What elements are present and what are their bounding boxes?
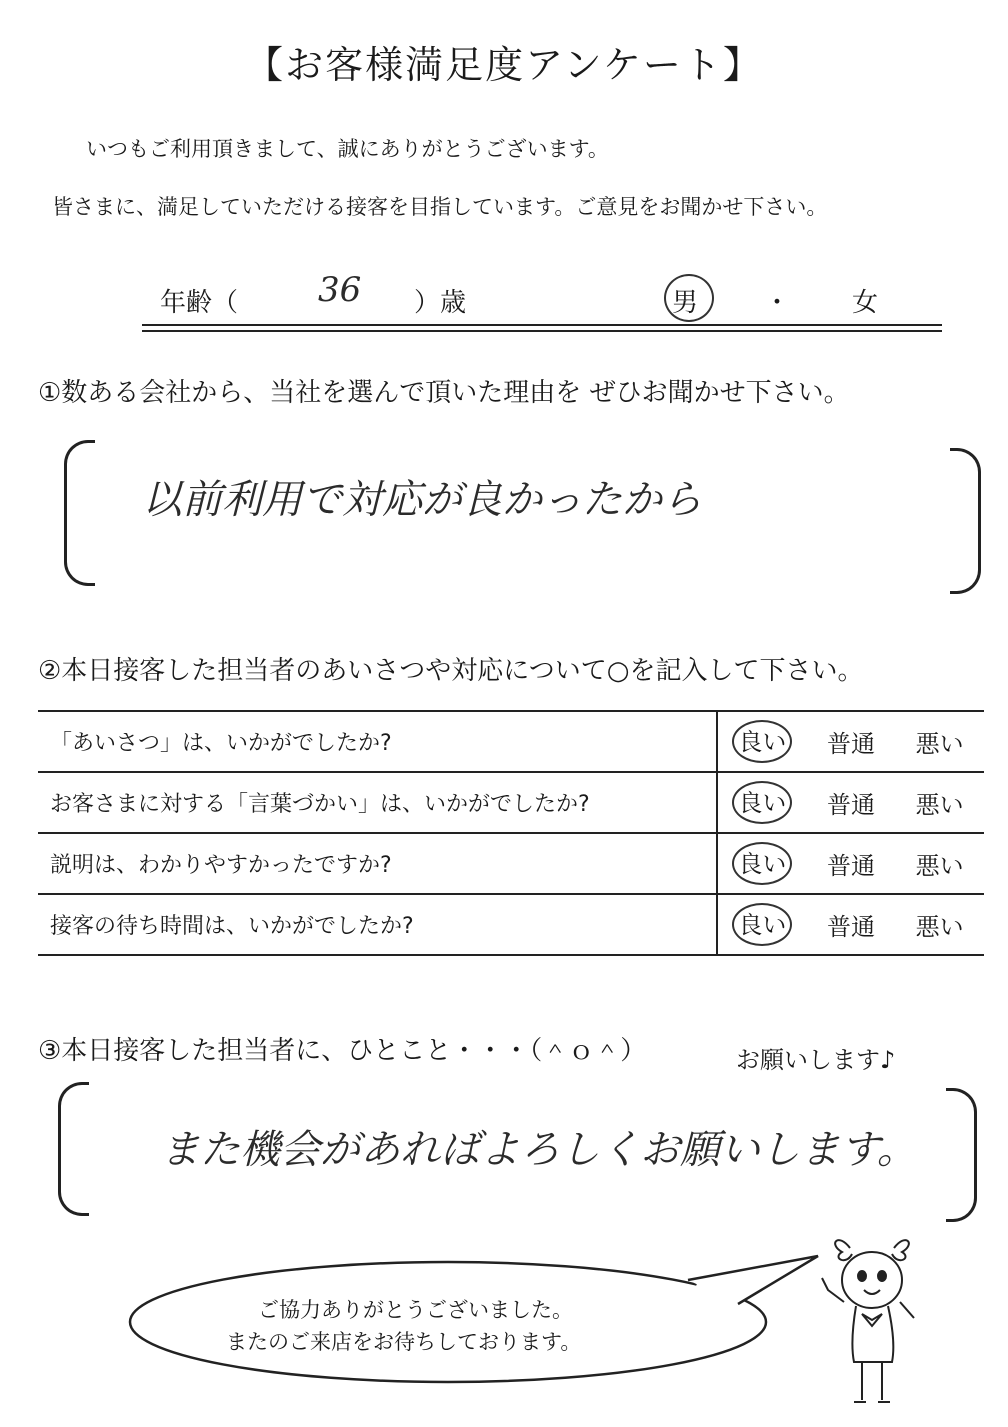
rating-option-average[interactable]: 普通 bbox=[826, 913, 875, 941]
q2-heading: ②本日接客した担当者のあいさつや対応について○を記入して下さい。 bbox=[38, 656, 864, 686]
rating-option-good[interactable]: 良い bbox=[732, 781, 792, 824]
table-row bbox=[38, 711, 984, 772]
rating-question: 接客の待ち時間は、いかがでしたか? bbox=[38, 894, 717, 955]
profile-rule-bottom bbox=[142, 330, 942, 332]
rating-option-average[interactable]: 普通 bbox=[826, 730, 875, 758]
intro-line-1: いつもご利用頂きまして、誠にありがとうございます。 bbox=[86, 137, 609, 161]
rating-question: お客さまに対する「言葉づかい」は、いかがでしたか? bbox=[38, 772, 717, 833]
q3-request: お願いします♪ bbox=[736, 1046, 896, 1074]
survey-title: 【お客様満足度アンケート】 bbox=[245, 43, 763, 87]
rating-option-bad[interactable]: 悪い bbox=[915, 913, 964, 941]
mascot-illustration bbox=[810, 1222, 930, 1412]
q1-bracket-right bbox=[950, 448, 981, 594]
gender-female[interactable]: 女 bbox=[852, 288, 879, 318]
rating-table bbox=[38, 710, 984, 956]
rating-option-average[interactable]: 普通 bbox=[826, 791, 875, 819]
rating-option-good[interactable]: 良い bbox=[732, 903, 792, 946]
age-label: 年齢（ bbox=[160, 288, 239, 318]
q1-bracket-left bbox=[64, 440, 95, 586]
intro-line-2: 皆さまに、満足していただける接客を目指しています。ご意見をお聞かせ下さい。 bbox=[52, 195, 828, 219]
q1-heading: ①数ある会社から、当社を選んで頂いた理由を ぜひお聞かせ下さい。 bbox=[38, 378, 850, 408]
rating-question: 説明は、わかりやすかったですか? bbox=[38, 833, 717, 894]
table-row bbox=[38, 894, 984, 955]
q3-bracket-left bbox=[58, 1082, 89, 1216]
q3-heading: ③本日接客した担当者に、ひとこと・・・（＾ｏ＾） bbox=[38, 1036, 647, 1066]
gender-separator: ・ bbox=[764, 288, 791, 318]
closing-line-1: ご協力ありがとうございました。 bbox=[258, 1298, 573, 1322]
rating-option-bad[interactable]: 悪い bbox=[915, 730, 964, 758]
q1-answer[interactable]: 以前利用で対応が良かったから bbox=[142, 477, 702, 523]
rating-option-good[interactable]: 良い bbox=[732, 720, 792, 763]
q3-answer[interactable]: また機会があればよろしくお願いします。 bbox=[160, 1127, 917, 1173]
rating-option-bad[interactable]: 悪い bbox=[915, 791, 964, 819]
closing-line-2: またのご来店をお待ちしております。 bbox=[226, 1330, 582, 1354]
profile-rule-top bbox=[142, 324, 942, 326]
rating-option-good[interactable]: 良い bbox=[732, 842, 792, 885]
rating-option-bad[interactable]: 悪い bbox=[915, 852, 964, 880]
rating-question: 「あいさつ」は、いかがでしたか? bbox=[38, 711, 717, 772]
table-row bbox=[38, 833, 984, 894]
gender-male[interactable]: 男 bbox=[672, 288, 699, 318]
age-suffix: ）歳 bbox=[414, 288, 467, 318]
rating-option-average[interactable]: 普通 bbox=[826, 852, 875, 880]
table-row bbox=[38, 772, 984, 833]
age-value[interactable]: 36 bbox=[318, 270, 362, 310]
q3-bracket-right bbox=[946, 1088, 977, 1222]
